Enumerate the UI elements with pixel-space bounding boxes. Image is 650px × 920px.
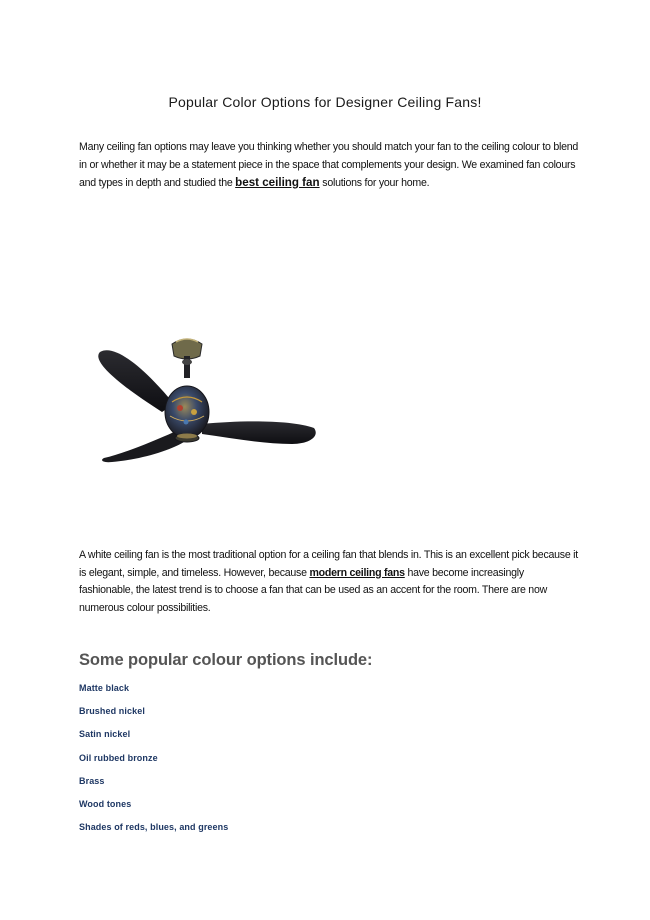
fan-motor-housing	[165, 386, 209, 438]
colour-options-list	[79, 679, 228, 841]
colour-option-brushed-nickel: Brushed nickel	[79, 706, 145, 717]
best-ceiling-fan-link[interactable]: best ceiling fan	[235, 176, 320, 189]
colour-option-oil-rubbed-bronze: Oil rubbed bronze	[79, 752, 158, 763]
colour-option-brass: Brass	[79, 775, 105, 786]
fan-blade-bottom	[102, 432, 184, 462]
paragraph2-text-after: have become increasingly fashionable, the latest trend is to choose a fan that can be used as an accent for the room. There are now numerous colour possibilities.	[79, 566, 547, 614]
colour-options-heading: Some popular colour options include:	[79, 651, 373, 669]
colour-option-shades: Shades of reds, blues, and greens	[79, 822, 229, 833]
intro-text-after: solutions for your home.	[319, 177, 430, 189]
colour-option-satin-nickel: Satin nickel	[79, 729, 131, 740]
fan-blade-right	[202, 421, 316, 444]
white-fan-paragraph	[79, 547, 579, 617]
intro-text-before: Many ceiling fan options may leave you thinking whether you should match your fan to the ceiling colour to blend in or whether it may be a statement piece in the space that complements your design. We examined fan colours and types in depth and studied the	[79, 141, 579, 189]
intro-paragraph	[79, 139, 579, 193]
paragraph2-text-before: A white ceiling fan is the most traditional option for a ceiling fan that blends in. This is an excellent pick because it is elegant, simple, and timeless. However, because	[79, 549, 578, 579]
modern-ceiling-fans-link[interactable]: modern ceiling fans	[309, 566, 405, 579]
page-title: Popular Color Options for Designer Ceiling Fans!	[168, 94, 482, 110]
colour-option-wood-tones: Wood tones	[79, 798, 132, 809]
ceiling-fan-image	[92, 332, 324, 466]
fan-blade-left	[98, 350, 174, 412]
colour-option-matte-black: Matte black	[79, 683, 130, 693]
